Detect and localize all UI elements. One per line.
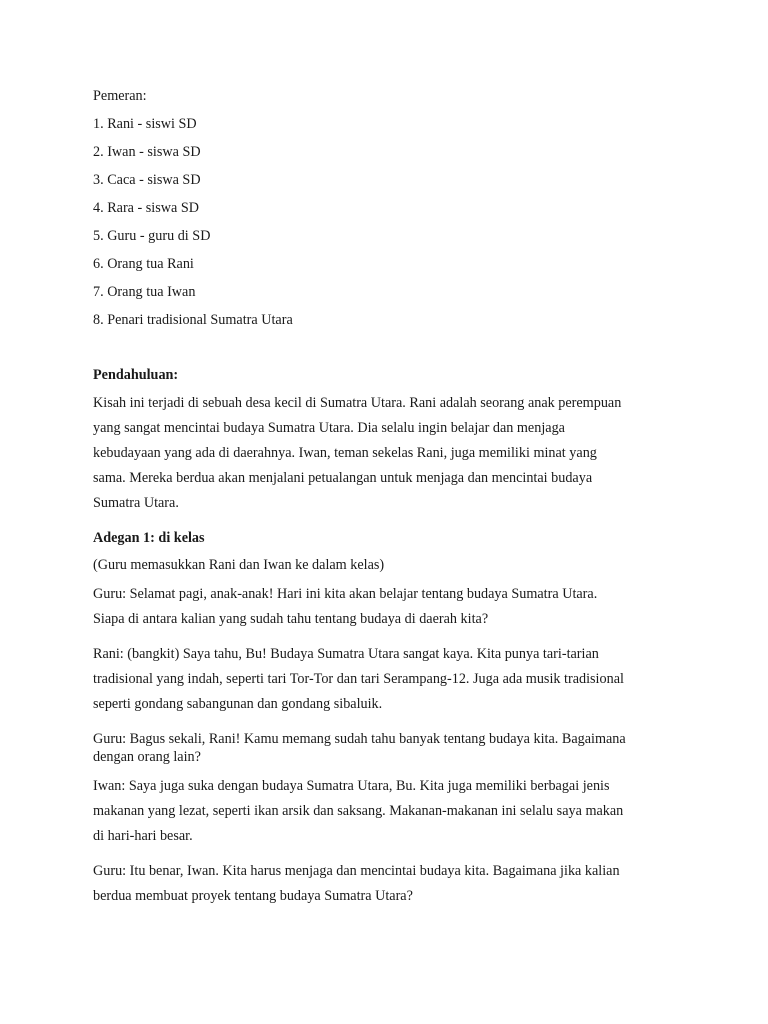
intro-line: sama. Mereka berdua akan menjalani petualangan untuk menjaga dan mencintai budaya [93, 470, 593, 486]
cast-heading: Pemeran: [93, 88, 147, 104]
cast-item: 4. Rara - siswa SD [93, 200, 199, 216]
scene-heading: Adegan 1: di kelas [93, 530, 205, 546]
dialogue-line: Guru: Itu benar, Iwan. Kita harus menjaga dan mencintai budaya kita. Bagaimana jika kalian [93, 863, 620, 879]
intro-line: Kisah ini terjadi di sebuah desa kecil di Sumatra Utara. Rani adalah seorang anak perempuan [93, 395, 622, 411]
dialogue-line: makanan yang lezat, seperti ikan arsik dan saksang. Makanan-makanan ini selalu saya makan [93, 803, 624, 819]
cast-item: 5. Guru - guru di SD [93, 228, 211, 244]
dialogue-line: tradisional yang indah, seperti tari Tor-Tor dan tari Serampang-12. Juga ada musik tradisional [93, 671, 624, 687]
cast-item: 6. Orang tua Rani [93, 256, 194, 272]
cast-item: 2. Iwan - siswa SD [93, 144, 201, 160]
dialogue-line: Iwan: Saya juga suka dengan budaya Sumatra Utara, Bu. Kita juga memiliki berbagai jenis [93, 778, 610, 794]
dialogue-line: Guru: Selamat pagi, anak-anak! Hari ini kita akan belajar tentang budaya Sumatra Utara. [93, 586, 598, 602]
cast-item: 1. Rani - siswi SD [93, 116, 197, 132]
dialogue-line: berdua membuat proyek tentang budaya Sumatra Utara? [93, 888, 413, 904]
intro-line: yang sangat mencintai budaya Sumatra Utara. Dia selalu ingin belajar dan menjaga [93, 420, 565, 436]
dialogue-line: dengan orang lain? [93, 749, 201, 765]
cast-item: 3. Caca - siswa SD [93, 172, 201, 188]
intro-line: Sumatra Utara. [93, 495, 179, 511]
dialogue-line: di hari-hari besar. [93, 828, 193, 844]
intro-heading: Pendahuluan: [93, 367, 179, 383]
stage-direction: (Guru memasukkan Rani dan Iwan ke dalam kelas) [93, 557, 385, 573]
dialogue-line: Siapa di antara kalian yang sudah tahu tentang budaya di daerah kita? [93, 611, 489, 627]
intro-line: kebudayaan yang ada di daerahnya. Iwan, teman sekelas Rani, juga memiliki minat yang [93, 445, 597, 461]
cast-item: 8. Penari tradisional Sumatra Utara [93, 312, 293, 328]
dialogue-line: seperti gondang sabangunan dan gondang sibaluik. [93, 696, 383, 712]
dialogue-line: Rani: (bangkit) Saya tahu, Bu! Budaya Sumatra Utara sangat kaya. Kita punya tari-tarian [93, 646, 599, 662]
dialogue-line: Guru: Bagus sekali, Rani! Kamu memang sudah tahu banyak tentang budaya kita. Bagaimana [93, 731, 626, 747]
cast-item: 7. Orang tua Iwan [93, 284, 196, 300]
